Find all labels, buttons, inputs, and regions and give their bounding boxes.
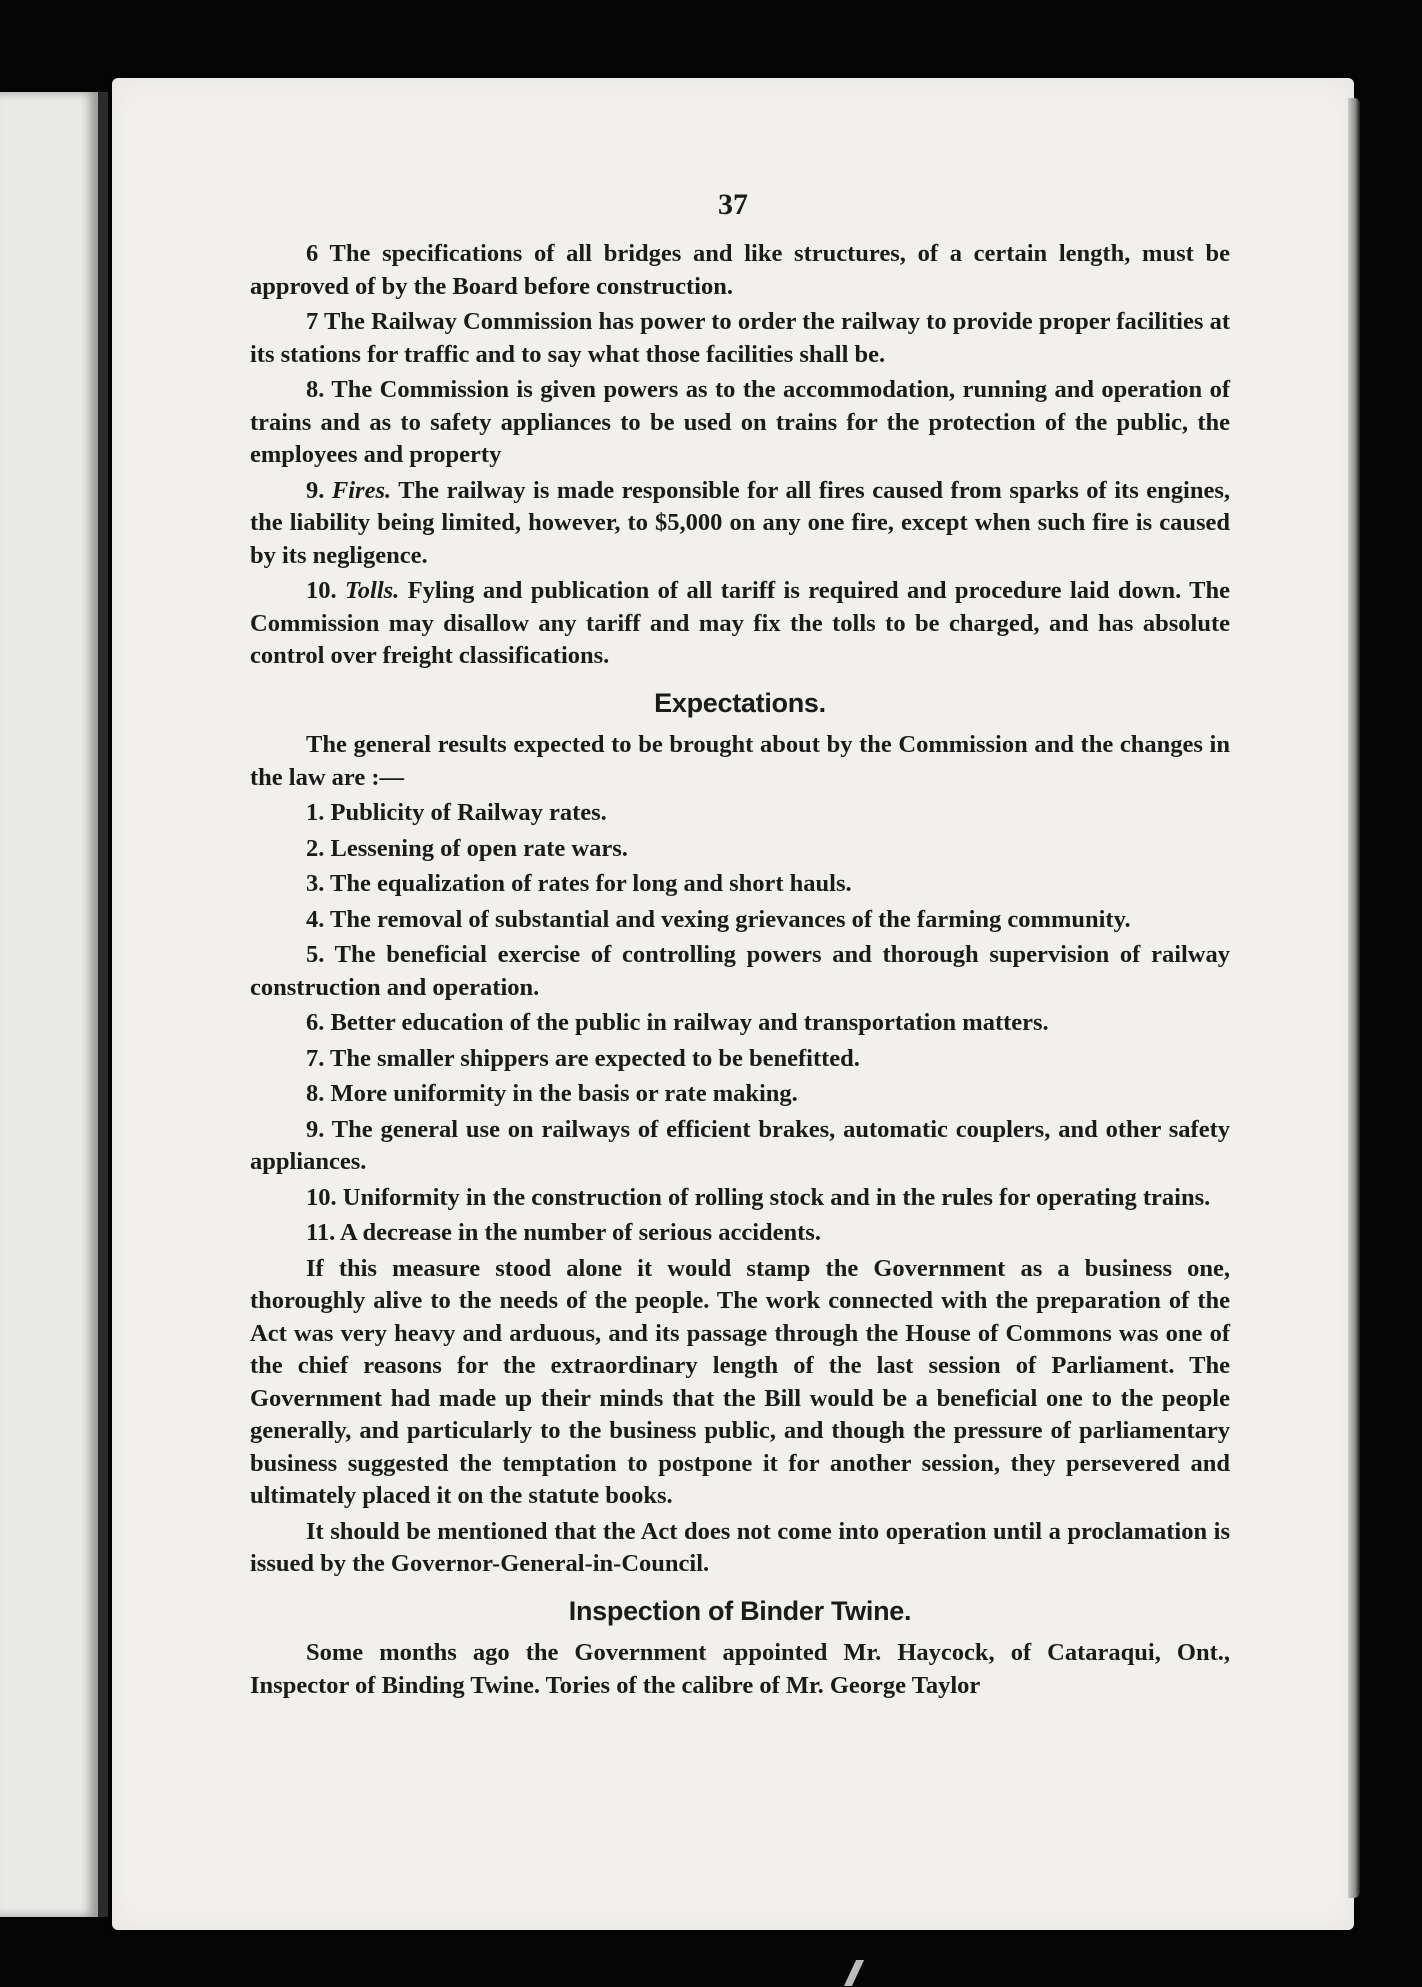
paragraph-item-8: 8. The Commission is given powers as to the accommodation, running and operation of trains and as to safety appliances to be used on trains for the protection of the public, the employees and property — [250, 376, 1230, 468]
expectations-list — [250, 797, 1230, 1250]
expectation-item: 2. Lessening of open rate wars. — [306, 834, 628, 862]
closing-paragraph: If this measure stood alone it would stamp the Government as a business one, thoroughly alive to the needs of the people. The work connected with the preparation of the Act was very heavy and arduous, and its passage through the House of Commons was one of the chief reasons for the extraordinary length of the last session of Parliament. The Government had made up their minds that the Bill would be a beneficial one to the people generally, and particularly to the business public, and though the pressure of parliamentary business suggested the temptation to postpone it for another session, they persevered and ultimately placed it on the statute books. — [250, 1254, 1230, 1509]
expectation-item: 9. The general use on railways of efficient brakes, automatic couplers, and other safety appliances. — [250, 1115, 1230, 1175]
paragraph-tolls — [250, 575, 1230, 673]
paragraph-fires — [250, 475, 1230, 573]
previous-page-edge — [0, 92, 108, 1917]
page-content — [250, 238, 1230, 1705]
document-page — [112, 78, 1354, 1930]
expectation-item: 1. Publicity of Railway rates. — [306, 799, 607, 826]
expectation-item: 8. More uniformity in the basis or rate making. — [306, 1080, 798, 1107]
page-number: 37 — [718, 188, 748, 221]
tolls-label: Tolls. — [345, 577, 400, 604]
expectation-item: 5. The beneficial exercise of controlling powers and thorough supervision of railway construction and operation. — [250, 941, 1230, 1001]
binder-twine-paragraph: Some months ago the Government appointed Mr. Haycock, of Cataraqui, Ont., Inspector of Binding Twine. Tories of the calibre of Mr. George Taylor — [250, 1639, 1230, 1699]
paragraph-item-7: 7 The Railway Commission has power to order the railway to provide proper facilities at its stations for traffic and to say what those facilities shall be. — [250, 308, 1230, 368]
scan-mark — [844, 1960, 864, 1986]
heading-binder-twine: Inspection of Binder Twine. — [568, 1595, 912, 1626]
expectation-item: 11. A decrease in the number of serious accidents. — [306, 1219, 821, 1246]
tolls-text: Fyling and publication of all tariff is required and procedure laid down. The Commission may disallow any tariff and may fix the tolls to be charged, and has absolute control over freight classifications. — [250, 577, 1231, 669]
expectation-item: 6. Better education of the public in railway and transportation matters. — [306, 1009, 1049, 1036]
fires-number: 9. — [306, 476, 325, 504]
tolls-number: 10. — [306, 577, 337, 604]
fires-label: Fires. — [331, 476, 392, 504]
expectation-item: 4. The removal of substantial and vexing grievances of the farming community. — [306, 905, 1131, 933]
expectation-item: 10. Uniformity in the construction of rolling stock and in the rules for operating trains. — [306, 1183, 1211, 1211]
expectation-item: 3. The equalization of rates for long and short hauls. — [306, 870, 852, 897]
proclamation-paragraph: It should be mentioned that the Act does not come into operation until a proclamation is issued by the Governor-General-in-Council. — [250, 1517, 1230, 1577]
heading-expectations: Expectations. — [654, 687, 826, 718]
expectation-item: 7. The smaller shippers are expected to be benefitted. — [306, 1044, 860, 1072]
paragraph-item-6: 6 The specifications of all bridges and like structures, of a certain length, must be approved of by the Board before construction. — [250, 240, 1230, 300]
fires-text: The railway is made responsible for all fires caused from sparks of its engines, the liability being limited, however, to $5,000 on any one fire, except when such fire is caused by its negligence. — [250, 476, 1230, 569]
expectations-intro: The general results expected to be brought about by the Commission and the changes in the law are :— — [250, 731, 1230, 791]
